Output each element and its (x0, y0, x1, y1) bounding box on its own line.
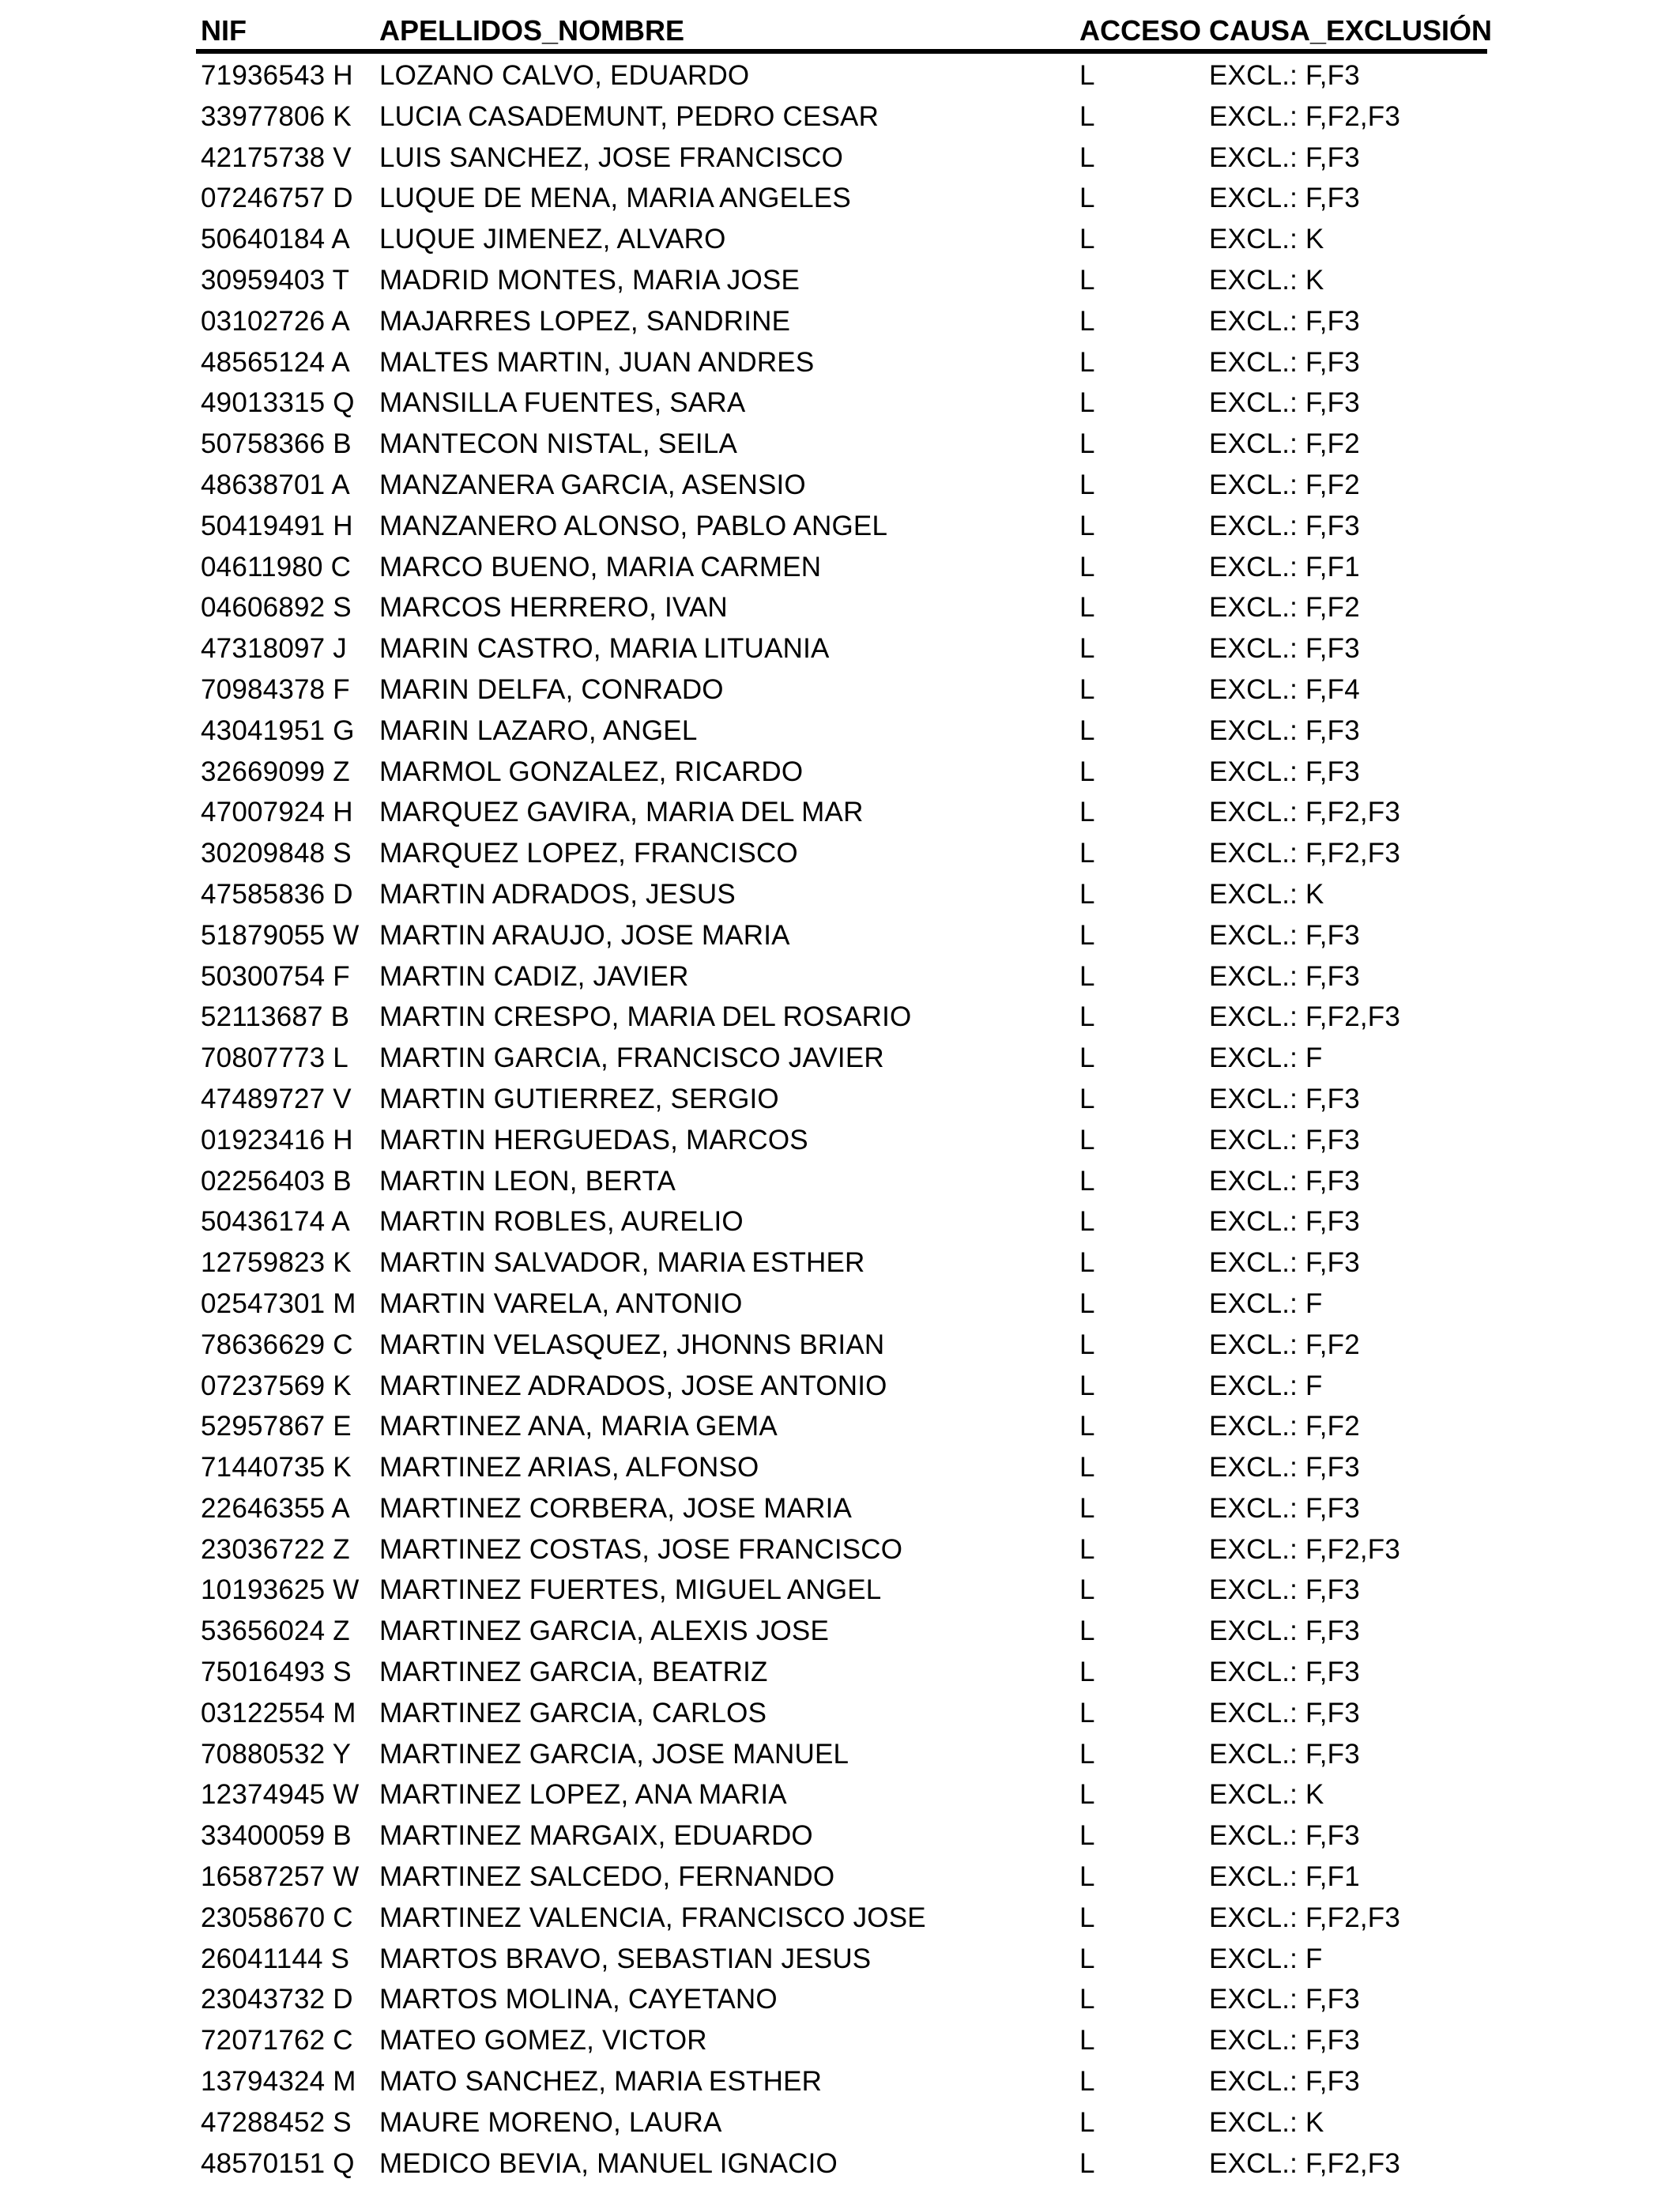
acceso-cell: L (1079, 756, 1095, 787)
nif-cell: 47489727 V (201, 1083, 352, 1114)
causa-exclusion-cell: EXCL.: F,F2,F3 (1209, 100, 1401, 132)
table-row (196, 176, 1486, 217)
causa-exclusion-cell: EXCL.: F,F2,F3 (1209, 1533, 1401, 1565)
acceso-cell: L (1079, 838, 1095, 869)
apellidos-nombre-cell: MARQUEZ GAVIRA, MARIA DEL MAR (379, 797, 864, 828)
acceso-cell: L (1079, 1411, 1095, 1442)
nif-cell: 47318097 J (201, 633, 347, 665)
apellidos-nombre-cell: MARTIN HERGUEDAS, MARCOS (379, 1124, 808, 1155)
causa-exclusion-cell: EXCL.: F,F3 (1209, 1492, 1360, 1524)
table-row (196, 1977, 1486, 2019)
causa-exclusion-cell: EXCL.: K (1209, 224, 1324, 255)
acceso-cell: L (1079, 469, 1095, 500)
acceso-cell: L (1079, 1329, 1095, 1360)
apellidos-nombre-cell: MARTINEZ GARCIA, ALEXIS JOSE (379, 1615, 829, 1647)
apellidos-nombre-cell: MAURE MORENO, LAURA (379, 2106, 722, 2138)
causa-exclusion-cell: EXCL.: F,F3 (1209, 183, 1360, 214)
nif-cell: 33977806 K (201, 100, 352, 132)
acceso-cell: L (1079, 1738, 1095, 1770)
acceso-cell: L (1079, 2066, 1095, 2098)
causa-exclusion-cell: EXCL.: F,F3 (1209, 1165, 1360, 1197)
table-row (196, 258, 1486, 300)
acceso-cell: L (1079, 346, 1095, 378)
nif-cell: 47585836 D (201, 878, 353, 910)
acceso-cell: L (1079, 183, 1095, 214)
nif-cell: 48565124 A (201, 346, 350, 378)
nif-cell: 07237569 K (201, 1370, 352, 1401)
table-row (196, 1446, 1486, 1487)
table-row (196, 545, 1486, 586)
apellidos-nombre-cell: LUIS SANCHEZ, JOSE FRANCISCO (379, 141, 844, 173)
apellidos-nombre-cell: MARTIN GUTIERREZ, SERGIO (379, 1083, 779, 1114)
table-row (196, 1855, 1486, 1896)
apellidos-nombre-cell: MARTINEZ GARCIA, CARLOS (379, 1697, 767, 1728)
acceso-cell: L (1079, 1001, 1095, 1033)
causa-exclusion-cell: EXCL.: F,F3 (1209, 1452, 1360, 1483)
table-row (196, 2019, 1486, 2060)
nif-cell: 02547301 M (201, 1287, 356, 1319)
apellidos-nombre-cell: MARCOS HERRERO, IVAN (379, 592, 728, 624)
table-row (196, 1241, 1486, 1282)
header-acceso: ACCESO (1079, 14, 1202, 47)
causa-exclusion-cell: EXCL.: F (1209, 1943, 1323, 1974)
causa-exclusion-cell: EXCL.: K (1209, 264, 1324, 296)
apellidos-nombre-cell: MARTINEZ LOPEZ, ANA MARIA (379, 1779, 787, 1811)
table-row (196, 341, 1486, 382)
nif-cell: 07246757 D (201, 183, 353, 214)
table-row (196, 136, 1486, 177)
causa-exclusion-cell: EXCL.: F,F1 (1209, 1861, 1360, 1893)
acceso-cell: L (1079, 1533, 1095, 1565)
nif-cell: 71936543 H (201, 60, 353, 91)
causa-exclusion-cell: EXCL.: F,F3 (1209, 1697, 1360, 1728)
apellidos-nombre-cell: MARTINEZ GARCIA, BEATRIZ (379, 1657, 768, 1688)
acceso-cell: L (1079, 592, 1095, 624)
table-row (196, 217, 1486, 258)
table-row (196, 1200, 1486, 1241)
acceso-cell: L (1079, 551, 1095, 582)
acceso-cell: L (1079, 673, 1095, 705)
causa-exclusion-cell: EXCL.: K (1209, 1779, 1324, 1811)
table-row (196, 2142, 1486, 2183)
table-row (196, 1487, 1486, 1528)
acceso-cell: L (1079, 919, 1095, 951)
causa-exclusion-cell: EXCL.: F,F2,F3 (1209, 2147, 1401, 2179)
nif-cell: 51879055 W (201, 919, 360, 951)
nif-cell: 23058670 C (201, 1902, 353, 1933)
apellidos-nombre-cell: MARTINEZ ANA, MARIA GEMA (379, 1411, 778, 1442)
nif-cell: 48570151 Q (201, 2147, 355, 2179)
apellidos-nombre-cell: MARQUEZ LOPEZ, FRANCISCO (379, 838, 798, 869)
acceso-cell: L (1079, 1984, 1095, 2015)
apellidos-nombre-cell: MARIN DELFA, CONRADO (379, 673, 724, 705)
nif-cell: 50640184 A (201, 224, 350, 255)
apellidos-nombre-cell: MARTINEZ SALCEDO, FERNANDO (379, 1861, 835, 1893)
nif-cell: 04611980 C (201, 551, 352, 582)
apellidos-nombre-cell: MADRID MONTES, MARIA JOSE (379, 264, 800, 296)
nif-cell: 03122554 M (201, 1697, 356, 1728)
apellidos-nombre-cell: MARTINEZ COSTAS, JOSE FRANCISCO (379, 1533, 903, 1565)
table-row (196, 54, 1486, 95)
acceso-cell: L (1079, 714, 1095, 746)
apellidos-nombre-cell: LOZANO CALVO, EDUARDO (379, 60, 750, 91)
acceso-cell: L (1079, 2025, 1095, 2056)
apellidos-nombre-cell: MARTOS MOLINA, CAYETANO (379, 1984, 778, 2015)
acceso-cell: L (1079, 264, 1095, 296)
apellidos-nombre-cell: MARTINEZ FUERTES, MIGUEL ANGEL (379, 1574, 882, 1606)
nif-cell: 26041144 S (201, 1943, 350, 1974)
causa-exclusion-cell: EXCL.: F,F2,F3 (1209, 797, 1401, 828)
acceso-cell: L (1079, 1247, 1095, 1279)
table-row (196, 300, 1486, 341)
acceso-cell: L (1079, 2147, 1095, 2179)
causa-exclusion-cell: EXCL.: F,F3 (1209, 510, 1360, 541)
nif-cell: 48638701 A (201, 469, 350, 500)
apellidos-nombre-cell: MANSILLA FUENTES, SARA (379, 387, 746, 419)
nif-cell: 70984378 F (201, 673, 350, 705)
apellidos-nombre-cell: MARTIN CRESPO, MARIA DEL ROSARIO (379, 1001, 912, 1033)
causa-exclusion-cell: EXCL.: F (1209, 1287, 1323, 1319)
acceso-cell: L (1079, 797, 1095, 828)
table-body (196, 54, 1486, 2182)
table-row (196, 995, 1486, 1036)
table-row (196, 1732, 1486, 1774)
causa-exclusion-cell: EXCL.: F,F3 (1209, 714, 1360, 746)
causa-exclusion-cell: EXCL.: F,F3 (1209, 2066, 1360, 2098)
nif-cell: 52113687 B (201, 1001, 350, 1033)
acceso-cell: L (1079, 960, 1095, 992)
table-row (196, 2060, 1486, 2101)
acceso-cell: L (1079, 1370, 1095, 1401)
table-row (196, 1896, 1486, 1937)
apellidos-nombre-cell: MARTIN SALVADOR, MARIA ESTHER (379, 1247, 865, 1279)
nif-cell: 50300754 F (201, 960, 350, 992)
table-row (196, 463, 1486, 504)
apellidos-nombre-cell: MARTIN VELASQUEZ, JHONNS BRIAN (379, 1329, 885, 1360)
apellidos-nombre-cell: MARCO BUENO, MARIA CARMEN (379, 551, 822, 582)
table-row (196, 1077, 1486, 1118)
table-row (196, 709, 1486, 750)
acceso-cell: L (1079, 1206, 1095, 1238)
causa-exclusion-cell: EXCL.: F,F3 (1209, 346, 1360, 378)
apellidos-nombre-cell: MARTIN ADRADOS, JESUS (379, 878, 736, 910)
causa-exclusion-cell: EXCL.: F,F2,F3 (1209, 838, 1401, 869)
acceso-cell: L (1079, 1124, 1095, 1155)
nif-cell: 70807773 L (201, 1042, 348, 1074)
causa-exclusion-cell: EXCL.: K (1209, 878, 1324, 910)
acceso-cell: L (1079, 633, 1095, 665)
acceso-cell: L (1079, 1492, 1095, 1524)
acceso-cell: L (1079, 1042, 1095, 1074)
causa-exclusion-cell: EXCL.: K (1209, 2106, 1324, 2138)
acceso-cell: L (1079, 1697, 1095, 1728)
nif-cell: 50758366 B (201, 428, 352, 460)
causa-exclusion-cell: EXCL.: F,F3 (1209, 1615, 1360, 1647)
acceso-cell: L (1079, 2106, 1095, 2138)
apellidos-nombre-cell: MARTINEZ GARCIA, JOSE MANUEL (379, 1738, 849, 1770)
table-row (196, 1323, 1486, 1364)
nif-cell: 16587257 W (201, 1861, 360, 1893)
apellidos-nombre-cell: MARTINEZ VALENCIA, FRANCISCO JOSE (379, 1902, 926, 1933)
apellidos-nombre-cell: MARIN CASTRO, MARIA LITUANIA (379, 633, 830, 665)
causa-exclusion-cell: EXCL.: F,F2 (1209, 592, 1360, 624)
table-row (196, 1404, 1486, 1446)
causa-exclusion-cell: EXCL.: F,F3 (1209, 2025, 1360, 2056)
table-row (196, 2101, 1486, 2142)
table-row (196, 1691, 1486, 1732)
apellidos-nombre-cell: MANZANERA GARCIA, ASENSIO (379, 469, 806, 500)
nif-cell: 33400059 B (201, 1820, 352, 1852)
acceso-cell: L (1079, 1820, 1095, 1852)
apellidos-nombre-cell: MANTECON NISTAL, SEILA (379, 428, 738, 460)
causa-exclusion-cell: EXCL.: F,F3 (1209, 633, 1360, 665)
table-row (196, 1814, 1486, 1855)
nif-cell: 32669099 Z (201, 756, 350, 787)
table-row (196, 422, 1486, 463)
nif-cell: 23043732 D (201, 1984, 353, 2015)
apellidos-nombre-cell: LUCIA CASADEMUNT, PEDRO CESAR (379, 100, 880, 132)
acceso-cell: L (1079, 60, 1095, 91)
causa-exclusion-cell: EXCL.: F,F3 (1209, 141, 1360, 173)
table-row (196, 1528, 1486, 1569)
causa-exclusion-cell: EXCL.: F,F3 (1209, 387, 1360, 419)
acceso-cell: L (1079, 1287, 1095, 1319)
causa-exclusion-cell: EXCL.: F,F2 (1209, 469, 1360, 500)
acceso-cell: L (1079, 1943, 1095, 1974)
table-row (196, 1609, 1486, 1650)
acceso-cell: L (1079, 1083, 1095, 1114)
apellidos-nombre-cell: MARTIN ROBLES, AURELIO (379, 1206, 744, 1238)
apellidos-nombre-cell: MARTIN CADIZ, JAVIER (379, 960, 689, 992)
causa-exclusion-cell: EXCL.: F (1209, 1042, 1323, 1074)
nif-cell: 50436174 A (201, 1206, 350, 1238)
table-row (196, 1937, 1486, 1978)
table-row (196, 627, 1486, 668)
nif-cell: 22646355 A (201, 1492, 350, 1524)
table-row (196, 955, 1486, 996)
nif-cell: 12759823 K (201, 1247, 352, 1279)
nif-cell: 47007924 H (201, 797, 353, 828)
table-row (196, 1036, 1486, 1077)
causa-exclusion-cell: EXCL.: F,F1 (1209, 551, 1360, 582)
table-row (196, 1773, 1486, 1814)
nif-cell: 71440735 K (201, 1452, 352, 1483)
acceso-cell: L (1079, 1779, 1095, 1811)
causa-exclusion-cell: EXCL.: F,F4 (1209, 673, 1360, 705)
apellidos-nombre-cell: MATO SANCHEZ, MARIA ESTHER (379, 2066, 823, 2098)
acceso-cell: L (1079, 100, 1095, 132)
table-header (196, 9, 1493, 52)
table-row (196, 750, 1486, 791)
table-row (196, 1159, 1486, 1201)
causa-exclusion-cell: EXCL.: F,F3 (1209, 1124, 1360, 1155)
table-row (196, 873, 1486, 914)
causa-exclusion-cell: EXCL.: F,F3 (1209, 1820, 1360, 1852)
acceso-cell: L (1079, 1657, 1095, 1688)
apellidos-nombre-cell: MATEO GOMEZ, VICTOR (379, 2025, 707, 2056)
nif-cell: 50419491 H (201, 510, 353, 541)
table-row (196, 1282, 1486, 1323)
causa-exclusion-cell: EXCL.: F,F3 (1209, 960, 1360, 992)
apellidos-nombre-cell: MARIN LAZARO, ANGEL (379, 714, 698, 746)
apellidos-nombre-cell: MARTINEZ CORBERA, JOSE MARIA (379, 1492, 853, 1524)
acceso-cell: L (1079, 878, 1095, 910)
causa-exclusion-cell: EXCL.: F,F3 (1209, 756, 1360, 787)
apellidos-nombre-cell: MARTIN VARELA, ANTONIO (379, 1287, 743, 1319)
causa-exclusion-cell: EXCL.: F,F2,F3 (1209, 1902, 1401, 1933)
acceso-cell: L (1079, 305, 1095, 337)
nif-cell: 52957867 E (201, 1411, 352, 1442)
apellidos-nombre-cell: MARTIN LEON, BERTA (379, 1165, 676, 1197)
table-row (196, 1568, 1486, 1609)
causa-exclusion-cell: EXCL.: F,F2,F3 (1209, 1001, 1401, 1033)
apellidos-nombre-cell: MANZANERO ALONSO, PABLO ANGEL (379, 510, 888, 541)
table-row (196, 668, 1486, 709)
apellidos-nombre-cell: MALTES MARTIN, JUAN ANDRES (379, 346, 815, 378)
causa-exclusion-cell: EXCL.: F,F3 (1209, 305, 1360, 337)
table-row (196, 95, 1486, 136)
table-row (196, 790, 1486, 831)
table-row (196, 381, 1486, 422)
header-causa-exclusion: CAUSA_EXCLUSIÓN (1209, 14, 1493, 47)
causa-exclusion-cell: EXCL.: F,F3 (1209, 60, 1360, 91)
nif-cell: 04606892 S (201, 592, 352, 624)
nif-cell: 53656024 Z (201, 1615, 350, 1647)
acceso-cell: L (1079, 428, 1095, 460)
apellidos-nombre-cell: MARMOL GONZALEZ, RICARDO (379, 756, 804, 787)
table-row (196, 586, 1486, 627)
nif-cell: 78636629 C (201, 1329, 353, 1360)
causa-exclusion-cell: EXCL.: F,F3 (1209, 1247, 1360, 1279)
header-apellidos-nombre: APELLIDOS_NOMBRE (379, 14, 685, 47)
nif-cell: 03102726 A (201, 305, 350, 337)
nif-cell: 30209848 S (201, 838, 352, 869)
acceso-cell: L (1079, 224, 1095, 255)
header-nif: NIF (201, 14, 247, 47)
table-row (196, 1364, 1486, 1405)
causa-exclusion-cell: EXCL.: F,F3 (1209, 1657, 1360, 1688)
nif-cell: 13794324 M (201, 2066, 356, 2098)
table-row (196, 1650, 1486, 1691)
apellidos-nombre-cell: MAJARRES LOPEZ, SANDRINE (379, 305, 791, 337)
nif-cell: 42175738 V (201, 141, 352, 173)
nif-cell: 01923416 H (201, 1124, 353, 1155)
table-row (196, 914, 1486, 955)
table-row (196, 831, 1486, 873)
causa-exclusion-cell: EXCL.: F,F3 (1209, 1738, 1360, 1770)
nif-cell: 30959403 T (201, 264, 350, 296)
apellidos-nombre-cell: MEDICO BEVIA, MANUEL IGNACIO (379, 2147, 838, 2179)
nif-cell: 75016493 S (201, 1657, 352, 1688)
causa-exclusion-cell: EXCL.: F,F3 (1209, 1574, 1360, 1606)
causa-exclusion-cell: EXCL.: F,F3 (1209, 1206, 1360, 1238)
apellidos-nombre-cell: LUQUE DE MENA, MARIA ANGELES (379, 183, 851, 214)
apellidos-nombre-cell: MARTIN GARCIA, FRANCISCO JAVIER (379, 1042, 884, 1074)
acceso-cell: L (1079, 1615, 1095, 1647)
causa-exclusion-cell: EXCL.: F,F3 (1209, 1083, 1360, 1114)
acceso-cell: L (1079, 1574, 1095, 1606)
acceso-cell: L (1079, 1861, 1095, 1893)
acceso-cell: L (1079, 1902, 1095, 1933)
nif-cell: 47288452 S (201, 2106, 352, 2138)
apellidos-nombre-cell: LUQUE JIMENEZ, ALVARO (379, 224, 726, 255)
nif-cell: 70880532 Y (201, 1738, 352, 1770)
nif-cell: 72071762 C (201, 2025, 353, 2056)
causa-exclusion-cell: EXCL.: F,F3 (1209, 919, 1360, 951)
apellidos-nombre-cell: MARTINEZ ADRADOS, JOSE ANTONIO (379, 1370, 887, 1401)
apellidos-nombre-cell: MARTINEZ ARIAS, ALFONSO (379, 1452, 759, 1483)
nif-cell: 12374945 W (201, 1779, 360, 1811)
apellidos-nombre-cell: MARTINEZ MARGAIX, EDUARDO (379, 1820, 813, 1852)
causa-exclusion-cell: EXCL.: F,F2 (1209, 1329, 1360, 1360)
apellidos-nombre-cell: MARTIN ARAUJO, JOSE MARIA (379, 919, 790, 951)
nif-cell: 43041951 G (201, 714, 355, 746)
acceso-cell: L (1079, 1452, 1095, 1483)
nif-cell: 02256403 B (201, 1165, 352, 1197)
nif-cell: 10193625 W (201, 1574, 360, 1606)
table-row (196, 504, 1486, 545)
nif-cell: 49013315 Q (201, 387, 355, 419)
causa-exclusion-cell: EXCL.: F,F3 (1209, 1984, 1360, 2015)
acceso-cell: L (1079, 1165, 1095, 1197)
causa-exclusion-cell: EXCL.: F,F2 (1209, 428, 1360, 460)
causa-exclusion-cell: EXCL.: F (1209, 1370, 1323, 1401)
acceso-cell: L (1079, 387, 1095, 419)
causa-exclusion-cell: EXCL.: F,F2 (1209, 1411, 1360, 1442)
table-row (196, 1118, 1486, 1159)
acceso-cell: L (1079, 141, 1095, 173)
acceso-cell: L (1079, 510, 1095, 541)
nif-cell: 23036722 Z (201, 1533, 350, 1565)
apellidos-nombre-cell: MARTOS BRAVO, SEBASTIAN JESUS (379, 1943, 872, 1974)
